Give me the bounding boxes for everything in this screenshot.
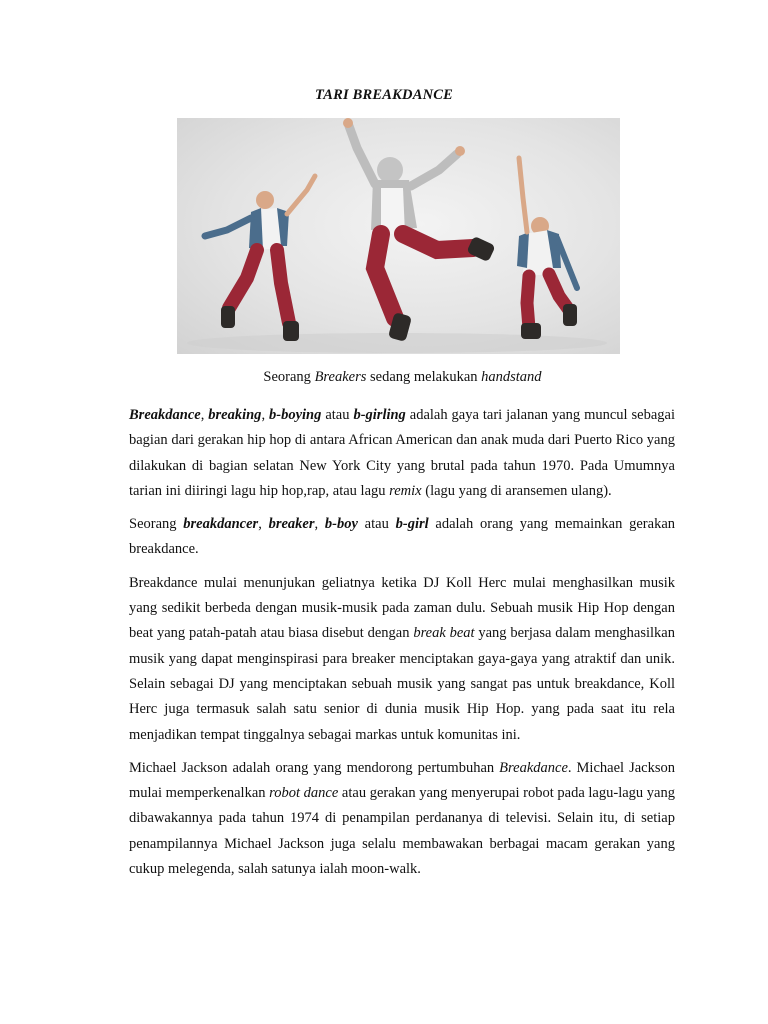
term: breaker — [268, 516, 315, 533]
caption-text: Seorang — [263, 369, 315, 385]
term: b-girl — [395, 516, 429, 533]
caption-emphasis: Breakers — [314, 369, 367, 385]
term: b-boy — [324, 516, 358, 533]
dancer-right — [517, 158, 577, 339]
paragraph-michael-jackson — [129, 756, 675, 882]
text: Michael Jackson adalah orang yang mendorong pertumbuhan — [129, 759, 500, 776]
paragraph-definition — [129, 403, 675, 504]
text: , — [200, 407, 209, 423]
text: atau gerakan yang menyerupai robot pada lagu-lagu yang dibawakannya pada tahun 1974 di penampilan perdananya di televisi. Selain itu, di setiap penampilannya Michael Jackson juga selalu membawakan berbagai macam gerakan yang cukup melegenda, salah satunya ialah moon-walk. — [129, 785, 675, 878]
document-title: TARI BREAKDANCE — [315, 87, 453, 103]
breakdance-photo — [177, 118, 620, 354]
text: (lagu yang di aransemen ulang). — [421, 482, 612, 499]
text: Breakdance mulai menunjukan geliatnya ketika DJ Koll Herc mulai menghasilkan musik yang sedikit berbeda dengan musik-musik pada zaman dulu. Sebuah musik Hip Hop dengan beat yang patah-patah atau biasa disebut dengan — [129, 574, 675, 642]
photo-caption — [0, 369, 768, 386]
term: breaking — [208, 407, 262, 423]
emphasis: break beat — [413, 625, 475, 642]
term: Breakdance — [129, 407, 201, 423]
text: adalah gaya tari jalanan yang muncul sebagai bagian dari gerakan hip hop di antara African American dan anak muda dari Puerto Rico yang dilakukan di bagian selatan New York City yang brutal pada tahun 1970. Pada Umumnya tarian ini diiringi lagu hip hop,rap, atau lagu — [129, 407, 676, 499]
article-body — [129, 403, 675, 890]
caption-text: sedang melakukan — [366, 369, 482, 385]
paragraph-history — [129, 571, 675, 748]
term: breakdancer — [183, 516, 259, 533]
text: , — [261, 407, 270, 423]
emphasis: Breakdance — [499, 759, 568, 776]
text: adalah orang yang memainkan gerakan breakdance. — [129, 516, 676, 558]
dancers-illustration — [177, 118, 620, 354]
caption-emphasis: handstand — [481, 369, 542, 385]
text: atau — [321, 407, 354, 423]
dancer-left — [205, 176, 315, 341]
text: yang berjasa dalam menghasilkan musik yang dapat menginspirasi para breaker menciptakan gaya-gaya yang atraktif dan unik. Selain sebagai DJ yang menciptakan sebuah musik yang sangat pas untuk breakdance, Koll Herc juga termasuk salah satu senior di dunia musik Hip Hop. yang pada saat itu rela menjadikan tempat tinggalnya sebagai markas untuk komunitas ini. — [129, 625, 675, 743]
paragraph-dancer-terms — [129, 512, 675, 563]
text: , — [314, 516, 325, 533]
emphasis: robot dance — [269, 785, 339, 802]
text: . Michael Jackson mulai memperkenalkan — [129, 759, 675, 802]
dancer-center — [343, 118, 496, 342]
text: atau — [357, 516, 396, 533]
text: Seorang — [129, 516, 184, 533]
term: b-boying — [269, 407, 322, 423]
emphasis: remix — [389, 482, 422, 499]
text: , — [258, 516, 269, 533]
term: b-girling — [353, 407, 406, 423]
